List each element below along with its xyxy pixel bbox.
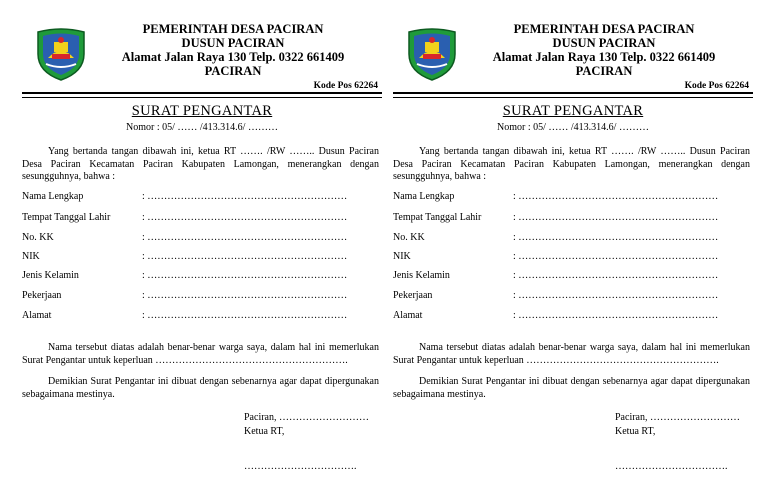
- field-tempat-tanggal-lahir: [393, 212, 753, 225]
- field-value: : ……………………………………………………: [513, 270, 719, 281]
- letter-title: SURAT PENGANTAR: [131, 103, 273, 119]
- field-label: Alamat: [393, 310, 423, 321]
- regency-emblem-icon: [32, 24, 90, 82]
- field-label: Tempat Tanggal Lahir: [393, 212, 482, 223]
- field-pekerjaan: [393, 290, 753, 303]
- intro-paragraph: Yang bertanda tangan dibawah ini, ketua RT ……. /RW …….. Dusun Paciran Desa Paciran Kecamatan Paciran Kabupaten Lamongan, menerangkan dengan sesungguhnya, bahwa :: [22, 146, 379, 182]
- signature-place-date: Paciran, ………………………: [244, 412, 369, 423]
- letter-left: [22, 0, 382, 503]
- header-rule-thick: [393, 92, 753, 94]
- postal-code: Kode Pos 62264: [313, 81, 378, 91]
- field-no-kk: [22, 232, 382, 245]
- field-value: : ……………………………………………………: [513, 212, 719, 223]
- letterhead-line-4: PACIRAN: [575, 64, 633, 78]
- letterhead-line-1: PEMERINTAH DESA PACIRAN: [142, 22, 324, 36]
- field-alamat: [22, 310, 382, 323]
- field-nama-lengkap: [22, 191, 382, 204]
- postal-code: Kode Pos 62264: [684, 81, 749, 91]
- closing-paragraph: Demikian Surat Pengantar ini dibuat dengan sebenarnya agar dapat dipergunakan sebagaimana mestinya.: [22, 376, 379, 400]
- letter-number: Nomor : 05/ …… /413.314.6/ ………: [126, 122, 278, 133]
- letterhead-line-2: DUSUN PACIRAN: [181, 36, 285, 50]
- letter-right: [393, 0, 753, 503]
- signature-role: Ketua RT,: [615, 426, 656, 437]
- signature-line: …………………………….: [244, 461, 357, 472]
- field-value: : ……………………………………………………: [142, 310, 348, 321]
- field-jenis-kelamin: [22, 270, 382, 283]
- field-value: : ……………………………………………………: [142, 290, 348, 301]
- field-label: Nama Lengkap: [22, 191, 84, 202]
- field-value: : ……………………………………………………: [513, 310, 719, 321]
- field-value: : ……………………………………………………: [142, 212, 348, 223]
- field-value: : ……………………………………………………: [513, 232, 719, 243]
- header-rule-thin: [393, 97, 753, 98]
- field-label: Pekerjaan: [22, 290, 62, 301]
- statement-paragraph: Nama tersebut diatas adalah benar-benar warga saya, dalam hal ini memerlukan Surat Pengantar untuk keperluan ………………………………………………….: [22, 342, 379, 366]
- field-label: Pekerjaan: [393, 290, 433, 301]
- field-label: Jenis Kelamin: [393, 270, 450, 281]
- field-value: : ……………………………………………………: [142, 251, 348, 262]
- field-label: NIK: [22, 251, 40, 262]
- field-nik: [22, 251, 382, 264]
- regency-emblem-icon: [403, 24, 461, 82]
- header-rule-thick: [22, 92, 382, 94]
- letter-title: SURAT PENGANTAR: [502, 103, 644, 119]
- field-label: Tempat Tanggal Lahir: [22, 212, 111, 223]
- letter-number: Nomor : 05/ …… /413.314.6/ ………: [497, 122, 649, 133]
- field-value: : ……………………………………………………: [142, 270, 348, 281]
- field-tempat-tanggal-lahir: [22, 212, 382, 225]
- signature-line: …………………………….: [615, 461, 728, 472]
- signature-place-date: Paciran, ………………………: [615, 412, 740, 423]
- letterhead-line-3: Alamat Jalan Raya 130 Telp. 0322 661409: [492, 50, 716, 64]
- field-nik: [393, 251, 753, 264]
- field-value: : ……………………………………………………: [513, 290, 719, 301]
- field-value: : ……………………………………………………: [513, 251, 719, 262]
- header-rule-thin: [22, 97, 382, 98]
- field-label: No. KK: [22, 232, 54, 243]
- letterhead-line-3: Alamat Jalan Raya 130 Telp. 0322 661409: [121, 50, 345, 64]
- statement-paragraph: Nama tersebut diatas adalah benar-benar warga saya, dalam hal ini memerlukan Surat Pengantar untuk keperluan ………………………………………………….: [393, 342, 750, 366]
- field-nama-lengkap: [393, 191, 753, 204]
- field-pekerjaan: [22, 290, 382, 303]
- field-jenis-kelamin: [393, 270, 753, 283]
- letterhead: [98, 22, 368, 78]
- field-label: No. KK: [393, 232, 425, 243]
- letterhead-line-4: PACIRAN: [204, 64, 262, 78]
- signature-role: Ketua RT,: [244, 426, 285, 437]
- letterhead-line-2: DUSUN PACIRAN: [552, 36, 656, 50]
- letterhead-line-1: PEMERINTAH DESA PACIRAN: [513, 22, 695, 36]
- field-value: : ……………………………………………………: [142, 232, 348, 243]
- field-value: : ……………………………………………………: [142, 191, 348, 202]
- field-no-kk: [393, 232, 753, 245]
- letterhead: [469, 22, 739, 78]
- closing-paragraph: Demikian Surat Pengantar ini dibuat dengan sebenarnya agar dapat dipergunakan sebagaimana mestinya.: [393, 376, 750, 400]
- field-label: NIK: [393, 251, 411, 262]
- field-label: Alamat: [22, 310, 52, 321]
- field-label: Jenis Kelamin: [22, 270, 79, 281]
- field-value: : ……………………………………………………: [513, 191, 719, 202]
- field-alamat: [393, 310, 753, 323]
- field-label: Nama Lengkap: [393, 191, 455, 202]
- intro-paragraph: Yang bertanda tangan dibawah ini, ketua RT ……. /RW …….. Dusun Paciran Desa Paciran Kecamatan Paciran Kabupaten Lamongan, menerangkan dengan sesungguhnya, bahwa :: [393, 146, 750, 182]
